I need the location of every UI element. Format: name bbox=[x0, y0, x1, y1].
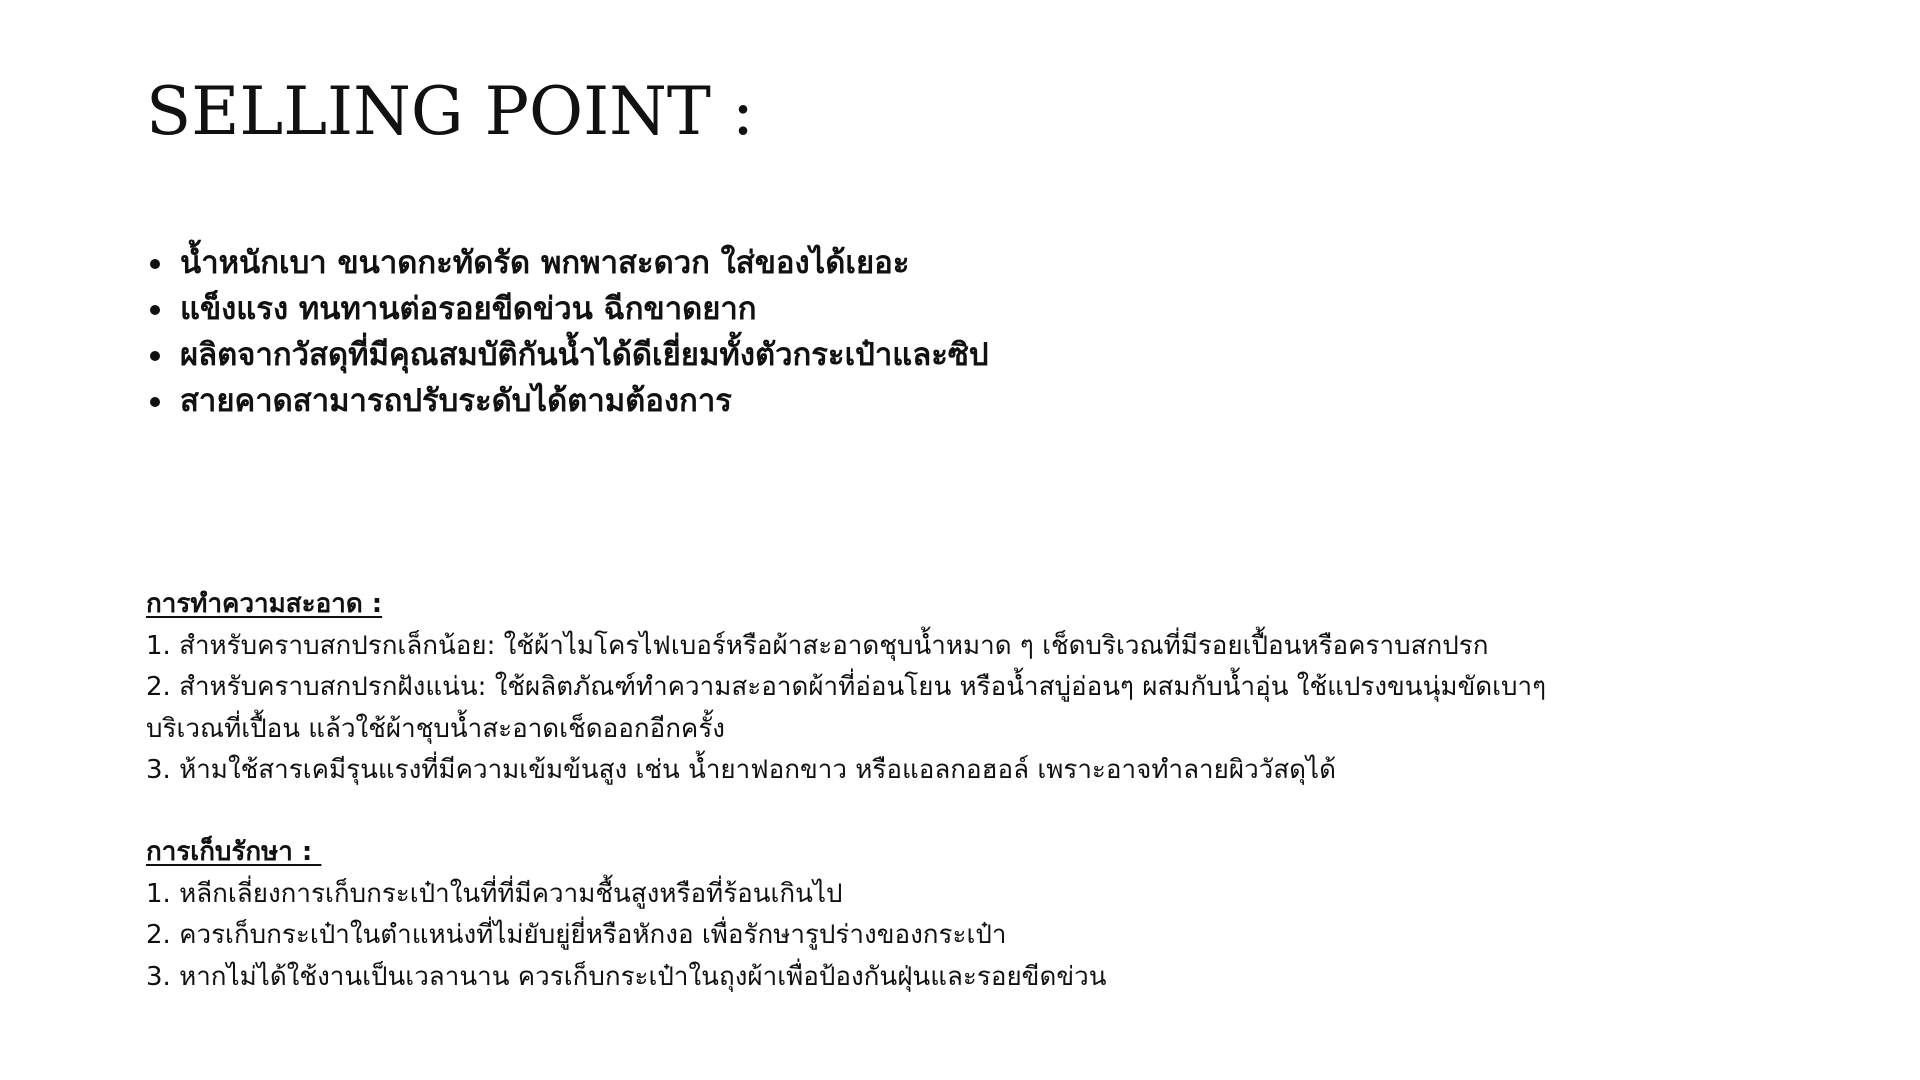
selling-point-item bbox=[146, 378, 989, 424]
selling-point-item bbox=[146, 240, 989, 286]
storage-instruction: 2. ควรเก็บกระเป๋าในตำแหน่งที่ไม่ยับยู่ยี่หรือหักงอ เพื่อรักษารูปร่างของกระเป๋า bbox=[146, 920, 1007, 950]
cleaning-instruction: 2. สำหรับคราบสกปรกฝังแน่น: ใช้ผลิตภัณฑ์ทำความสะอาดผ้าที่อ่อนโยน หรือน้ำสบู่อ่อนๆ ผสมกับน้ำอุ่น ใช้แปรงขนนุ่มขัดเบาๆ bbox=[146, 672, 1547, 702]
bullet-icon bbox=[150, 259, 160, 269]
bullet-icon bbox=[150, 397, 160, 407]
cleaning-instruction: บริเวณที่เปื้อน แล้วใช้ผ้าชุบน้ำสะอาดเช็ดออกอีกครั้ง bbox=[146, 713, 725, 744]
selling-point-text: แข็งแรง ทนทานต่อรอยขีดข่วน ฉีกขาดยาก bbox=[180, 291, 757, 327]
bullet-icon bbox=[150, 351, 160, 361]
selling-points-list bbox=[146, 240, 989, 424]
cleaning-instruction: 1. สำหรับคราบสกปรกเล็กน้อย: ใช้ผ้าไมโครไฟเบอร์หรือผ้าสะอาดชุบน้ำหมาด ๆ เช็ดบริเวณที่มีรอยเปื้อนหรือคราบสกปรก bbox=[146, 630, 1489, 661]
selling-point-item bbox=[146, 332, 989, 378]
selling-point-item bbox=[146, 286, 989, 332]
storage-instruction: 3. หากไม่ได้ใช้งานเป็นเวลานาน ควรเก็บกระเป๋าในถุงผ้าเพื่อป้องกันฝุ่นและรอยขีดข่วน bbox=[146, 961, 1107, 992]
page-title: SELLING POINT : bbox=[146, 73, 755, 150]
storage-section bbox=[146, 832, 1106, 998]
storage-heading: การเก็บรักษา : bbox=[146, 837, 322, 867]
selling-point-text: น้ำหนักเบา ขนาดกะทัดรัด พกพาสะดวก ใส่ของได้เยอะ bbox=[180, 245, 910, 281]
bullet-icon bbox=[150, 305, 160, 315]
cleaning-section bbox=[146, 584, 1546, 792]
cleaning-instruction: 3. ห้ามใช้สารเคมีรุนแรงที่มีความเข้มข้นสูง เช่น น้ำยาฟอกขาว หรือแอลกอฮอล์ เพราะอาจทำลายผิววัสดุได้ bbox=[146, 755, 1336, 785]
selling-point-text: สายคาดสามารถปรับระดับได้ตามต้องการ bbox=[180, 383, 732, 419]
storage-instruction: 1. หลีกเลี่ยงการเก็บกระเป๋าในที่ที่มีความชื้นสูงหรือที่ร้อนเกินไป bbox=[146, 878, 843, 909]
cleaning-heading: การทำความสะอาด : bbox=[146, 589, 383, 619]
selling-point-text: ผลิตจากวัสดุที่มีคุณสมบัติกันน้ำได้ดีเยี่ยมทั้งตัวกระเป๋าและซิป bbox=[180, 337, 989, 373]
